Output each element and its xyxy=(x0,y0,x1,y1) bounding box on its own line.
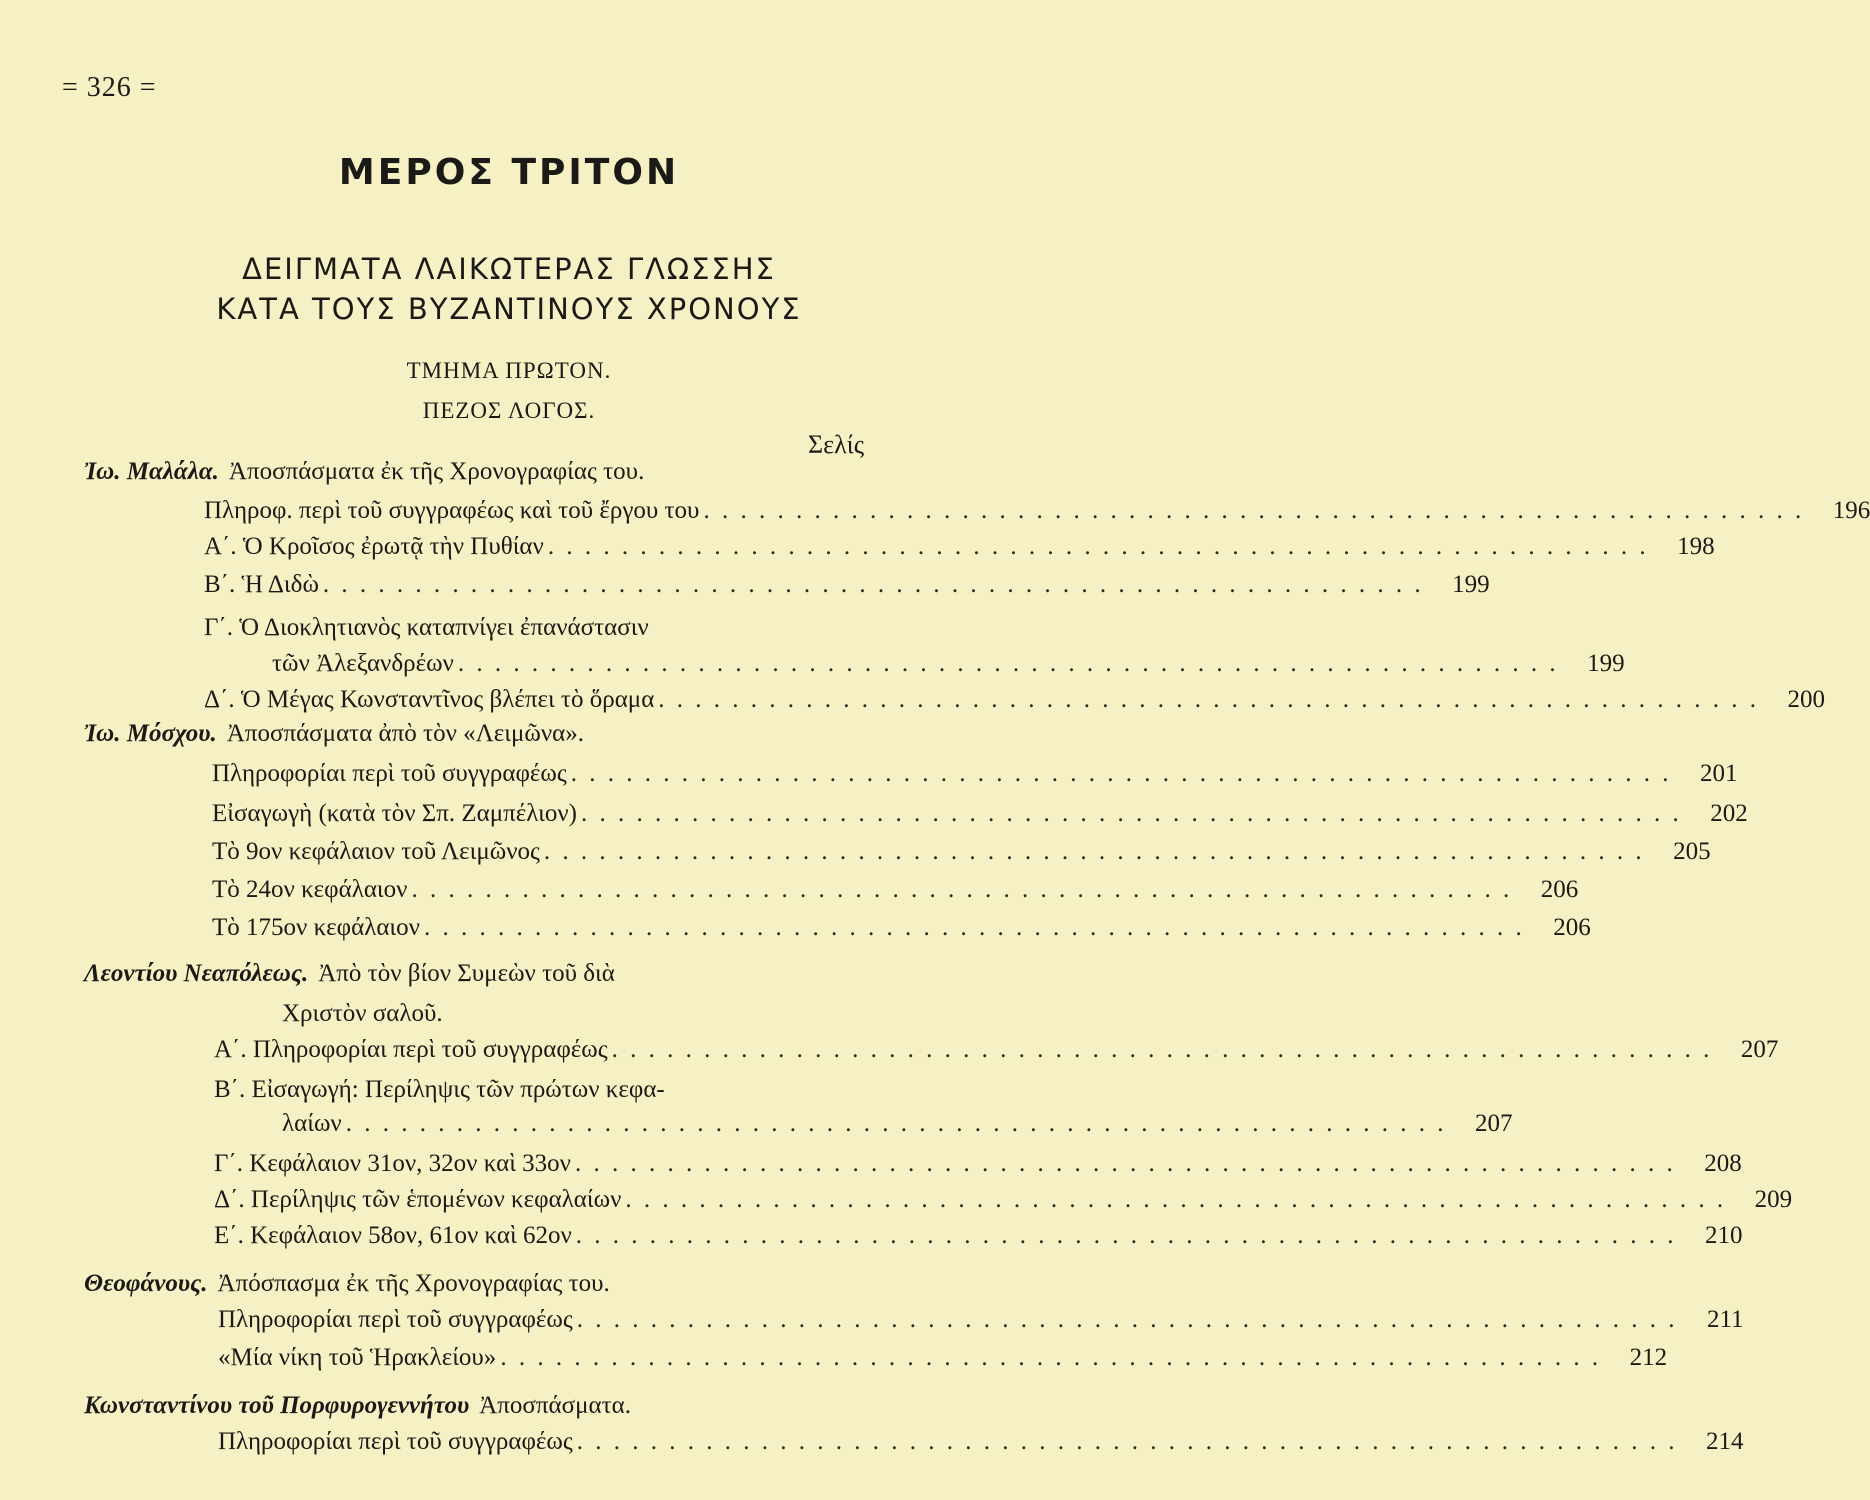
dot-leader: . . . . . . . . . . . . . . . . . . . . . . . . . . . . . . . . . . . . . . . . . . . . . . . . . . . . . . . . . . . . xyxy=(411,876,1513,903)
toc-entry-text: λαίων xyxy=(282,1110,342,1137)
toc-entry-text: Χριστὸν σαλοῦ. xyxy=(282,1000,443,1027)
toc-entry xyxy=(212,760,1738,794)
toc-page-number: 210 xyxy=(1705,1222,1743,1249)
toc-page-number: 202 xyxy=(1710,800,1748,827)
toc-author: Θεοφάνους. xyxy=(84,1270,208,1297)
toc-entry xyxy=(212,838,1711,872)
toc-author: Ἰω. Μαλάλα. xyxy=(84,458,219,485)
dot-leader: . . . . . . . . . . . . . . . . . . . . . . . . . . . . . . . . . . . . . . . . . . . . . . . . . . . . . . . . . . . . xyxy=(580,800,1682,827)
toc-entry xyxy=(84,458,644,492)
toc-entry xyxy=(214,1036,1779,1070)
dot-leader: . . . . . . . . . . . . . . . . . . . . . . . . . . . . . . . . . . . . . . . . . . . . . . . . . . . . . . . . . . . . xyxy=(575,1222,1677,1249)
dot-leader: . . . . . . . . . . . . . . . . . . . . . . . . . . . . . . . . . . . . . . . . . . . . . . . . . . . . . . . . . . . . xyxy=(423,914,1525,941)
toc-entry xyxy=(204,497,1870,531)
toc-entry-text: Τὸ 9ον κεφάλαιον τοῦ Λειμῶνος xyxy=(212,838,540,865)
page-column-header: Σελίς xyxy=(808,430,864,459)
dot-leader: . . . . . . . . . . . . . . . . . . . . . . . . . . . . . . . . . . . . . . . . . . . . . . . . . . . . . . . . . . . . xyxy=(457,650,1559,677)
section-title-line-2: ΚΑΤΑ ΤΟΥΣ ΒΥΖΑΝΤΙΝΟΥΣ ΧΡΟΝΟΥΣ xyxy=(216,292,802,326)
toc-author: Κωνσταντίνου τοῦ Πορφυρογεννήτου xyxy=(84,1392,470,1419)
toc-entry xyxy=(212,876,1579,910)
toc-entry xyxy=(214,1076,665,1110)
toc-page-number: 207 xyxy=(1740,1036,1779,1063)
toc-page-number: 201 xyxy=(1700,760,1738,787)
toc-author: Ἰω. Μόσχου. xyxy=(84,720,217,747)
toc-page-number: 196 xyxy=(1832,497,1870,524)
toc-page-number: 207 xyxy=(1474,1110,1513,1137)
toc-entry xyxy=(218,1428,1744,1462)
toc-entry-text: Ε΄. Κεφάλαιον 58ον, 61ον καὶ 62ον xyxy=(214,1222,572,1249)
dot-leader: . . . . . . . . . . . . . . . . . . . . . . . . . . . . . . . . . . . . . . . . . . . . . . . . . . . . . . . . . . . . xyxy=(574,1150,1676,1177)
toc-page-number: 198 xyxy=(1677,533,1715,560)
page-number: = 326 = xyxy=(62,72,157,103)
toc-entry-text: Δ΄. Περίληψις τῶν ἑπομένων κεφαλαίων xyxy=(214,1186,622,1213)
dot-leader: . . . . . . . . . . . . . . . . . . . . . . . . . . . . . . . . . . . . . . . . . . . . . . . . . . . . . . . . . . . . xyxy=(543,838,1645,865)
dot-leader: . . . . . . . . . . . . . . . . . . . . . . . . . . . . . . . . . . . . . . . . . . . . . . . . . . . . . . . . . . . . xyxy=(500,1344,1602,1371)
toc-entry xyxy=(84,960,615,994)
toc-entry-text: Τὸ 175ον κεφάλαιον xyxy=(212,914,420,941)
toc-page-number: 209 xyxy=(1754,1186,1793,1213)
subsubsection-heading: ΠΕΖΟΣ ΛΟΓΟΣ. xyxy=(422,398,596,423)
toc-entry-text: Γ΄. Κεφάλαιον 31ον, 32ον καὶ 33ον xyxy=(214,1150,571,1177)
toc-entry-text: Β΄. Εἰσαγωγή: Περίληψις τῶν πρώτων κεφα- xyxy=(214,1076,665,1103)
toc-author: Λεοντίου Νεαπόλεως. xyxy=(84,960,309,987)
toc-entry-text: Πληροφορίαι περὶ τοῦ συγγραφέως xyxy=(218,1428,573,1455)
part-title: ΜΕΡΟΣ ΤΡΙΤΟΝ xyxy=(338,152,680,193)
toc-page-number: 205 xyxy=(1673,838,1711,865)
toc-page-number: 211 xyxy=(1706,1306,1744,1333)
toc-entry xyxy=(214,1150,1742,1184)
dot-leader: . . . . . . . . . . . . . . . . . . . . . . . . . . . . . . . . . . . . . . . . . . . . . . . . . . . . . . . . . . . . xyxy=(570,760,1672,787)
toc-entry-text: Δ΄. Ὁ Μέγας Κωνσταντῖνος βλέπει τὸ ὅραμα xyxy=(204,686,655,713)
toc-entry xyxy=(204,614,649,648)
toc-entry-text: Ἀποσπάσματα. xyxy=(479,1392,631,1419)
section-title-line-1: ΔΕΙΓΜΑΤΑ ΛΑΙΚΩΤΕΡΑΣ ΓΛΩΣΣΗΣ xyxy=(242,252,776,286)
toc-entry-text: Α΄. Ὁ Κροῖσος ἐρωτᾷ τὴν Πυθίαν xyxy=(204,533,544,560)
toc-entry xyxy=(218,1344,1668,1378)
dot-leader: . . . . . . . . . . . . . . . . . . . . . . . . . . . . . . . . . . . . . . . . . . . . . . . . . . . . . . . . . . . . xyxy=(703,497,1805,524)
toc-entry-text: Ἀπόσπασμα ἐκ τῆς Χρονογραφίας του. xyxy=(217,1270,610,1297)
toc-entry-text: «Μία νίκη τοῦ Ἡρακλείου» xyxy=(218,1344,497,1371)
toc-entry-text: Ἀποσπάσματα ἐκ τῆς Χρονογραφίας του. xyxy=(228,458,645,485)
toc-entry-text: Ἀποσπάσματα ἀπὸ τὸν «Λειμῶνα». xyxy=(226,720,584,747)
toc-entry xyxy=(204,571,1490,605)
subsection-heading: ΤΜΗΜΑ ΠΡΩΤΟΝ. xyxy=(406,358,612,383)
dot-leader: . . . . . . . . . . . . . . . . . . . . . . . . . . . . . . . . . . . . . . . . . . . . . . . . . . . . . . . . . . . . xyxy=(547,533,1649,560)
toc-entry xyxy=(84,1392,631,1426)
toc-page-number: 208 xyxy=(1704,1150,1742,1177)
toc-entry-text: Εἰσαγωγὴ (κατὰ τὸν Σπ. Ζαμπέλιον) xyxy=(212,800,577,827)
toc-entry-text: Τὸ 24ον κεφάλαιον xyxy=(212,876,408,903)
toc-entry-text: Β΄. Ἡ Διδὼ xyxy=(204,571,319,598)
toc-entry-text: Πληροφορίαι περὶ τοῦ συγγραφέως xyxy=(212,760,567,787)
toc-entry-text: Ἀπὸ τὸν βίον Συμεὼν τοῦ διὰ xyxy=(318,960,615,987)
toc-entry-text: Πληροφορίαι περὶ τοῦ συγγραφέως xyxy=(218,1306,573,1333)
dot-leader: . . . . . . . . . . . . . . . . . . . . . . . . . . . . . . . . . . . . . . . . . . . . . . . . . . . . . . . . . . . . xyxy=(345,1110,1447,1137)
toc-entry xyxy=(204,533,1715,567)
toc-entry xyxy=(214,1222,1743,1256)
dot-leader: . . . . . . . . . . . . . . . . . . . . . . . . . . . . . . . . . . . . . . . . . . . . . . . . . . . . . . . . . . . . xyxy=(576,1428,1678,1455)
toc-entry xyxy=(218,1306,1744,1340)
toc-entry xyxy=(212,914,1591,948)
toc-entry xyxy=(84,720,584,754)
toc-entry-text: τῶν Ἀλεξανδρέων xyxy=(272,650,454,677)
toc-entry xyxy=(272,650,1625,684)
toc-entry xyxy=(204,686,1826,720)
dot-leader: . . . . . . . . . . . . . . . . . . . . . . . . . . . . . . . . . . . . . . . . . . . . . . . . . . . . . . . . . . . . xyxy=(658,686,1760,713)
toc-entry-text: Α΄. Πληροφορίαι περὶ τοῦ συγγραφέως xyxy=(214,1036,608,1063)
toc-page-number: 212 xyxy=(1629,1344,1668,1371)
toc-entry xyxy=(212,800,1748,834)
dot-leader: . . . . . . . . . . . . . . . . . . . . . . . . . . . . . . . . . . . . . . . . . . . . . . . . . . . . . . . . . . . . xyxy=(611,1036,1713,1063)
toc-entry-text: Πληροφ. περὶ τοῦ συγγραφέως καὶ τοῦ ἔργου του xyxy=(204,497,700,524)
dot-leader: . . . . . . . . . . . . . . . . . . . . . . . . . . . . . . . . . . . . . . . . . . . . . . . . . . . . . . . . . . . . xyxy=(322,571,1424,598)
toc-page-number: 199 xyxy=(1587,650,1625,677)
toc-page-number: 206 xyxy=(1540,876,1579,903)
toc-page-number: 214 xyxy=(1706,1428,1744,1455)
toc-page-number: 206 xyxy=(1553,914,1591,941)
toc-page-number: 200 xyxy=(1787,686,1826,713)
toc-page-number: 199 xyxy=(1452,571,1490,598)
toc-entry-text: Γ΄. Ὁ Διοκλητιανὸς καταπνίγει ἐπανάστασιν xyxy=(204,614,649,641)
toc-entry xyxy=(282,1000,443,1034)
toc-entry xyxy=(214,1186,1793,1220)
toc-entry xyxy=(282,1110,1513,1144)
dot-leader: . . . . . . . . . . . . . . . . . . . . . . . . . . . . . . . . . . . . . . . . . . . . . . . . . . . . . . . . . . . . xyxy=(625,1186,1727,1213)
toc-entry xyxy=(84,1270,610,1304)
dot-leader: . . . . . . . . . . . . . . . . . . . . . . . . . . . . . . . . . . . . . . . . . . . . . . . . . . . . . . . . . . . . xyxy=(576,1306,1678,1333)
